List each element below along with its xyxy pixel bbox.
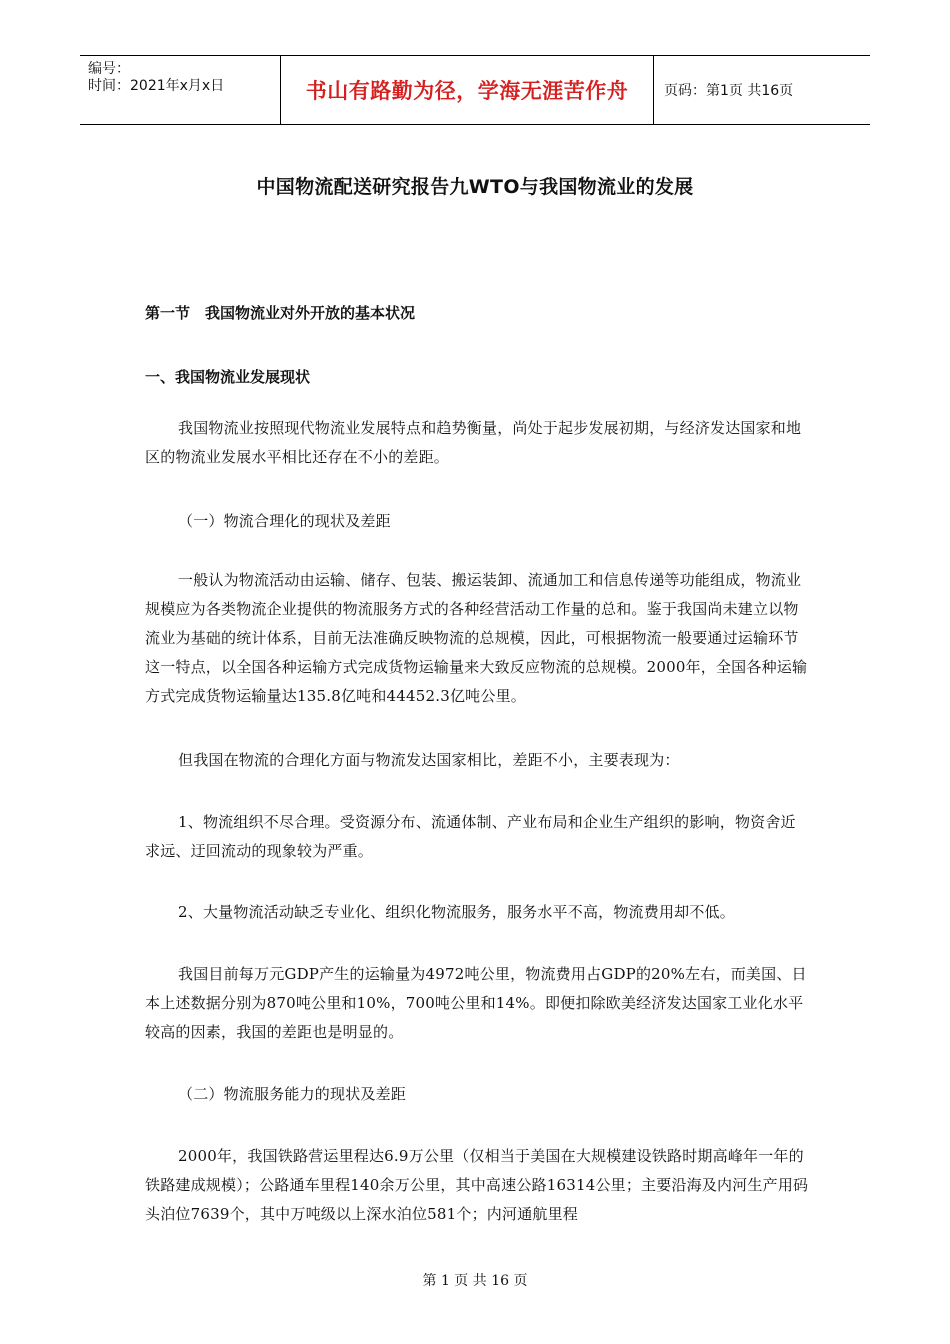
paragraph-gdp-comparison: 我国目前每万元GDP产生的运输量为4972吨公里，物流费用占GDP的20%左右，而美国、日本上述数据分别为870吨公里和10%，700吨公里和14%。即便扣除欧美经济发达国家工业化水平较高的因素，我国的差距也是明显的。	[145, 965, 807, 1041]
page-footer: 第 1 页 共 16 页	[422, 1273, 528, 1289]
paragraph-infrastructure: 2000年，我国铁路营运里程达6.9万公里（仅相当于美国在大规模建设铁路时期高峰年一年的铁路建成规模）；公路通车里程140余万公里，其中高速公路16314公里；主要沿海及内河生产用码头泊位7639个，其中万吨级以上深水泊位581个；内河通航里程	[145, 1147, 809, 1223]
document-title: 中国物流配送研究报告九WTO与我国物流业的发展	[256, 176, 694, 198]
serial-number-label: 编号：	[88, 61, 130, 77]
paragraph-intro: 我国物流业按照现代物流业发展特点和趋势衡量，尚处于起步发展初期，与经济发达国家和地区的物流业发展水平相比还存在不小的差距。	[145, 419, 802, 466]
header-meta-cell	[80, 56, 281, 124]
subsection-heading: 一、我国物流业发展现状	[145, 368, 311, 386]
header-table	[80, 55, 870, 125]
section-heading: 第一节 我国物流业对外开放的基本状况	[145, 304, 416, 322]
paragraph-point-2: 2、大量物流活动缺乏专业化、组织化物流服务，服务水平不高，物流费用却不低。	[178, 903, 735, 921]
heading-service-capacity: （二）物流服务能力的现状及差距	[178, 1085, 407, 1103]
motto-text: 书山有路勤为径，学海无涯苦作舟	[305, 79, 629, 103]
paragraph-logistics-scale: 一般认为物流活动由运输、储存、包装、搬运装卸、流通加工和信息传递等功能组成，物流业规模应为各类物流企业提供的物流服务方式的各种经营活动工作量的总和。鉴于我国尚未建立以物流业为基础的统计体系，目前无法准确反映物流的总规模，因此，可根据物流一般要通过运输环节这一特点，以全国各种运输方式完成货物运输量来大致反应物流的总规模。2000年，全国各种运输方式完成货物运输量达135.8亿吨和44452.3亿吨公里。	[145, 571, 808, 705]
header-page-cell	[654, 56, 870, 124]
date-label: 时间：2021年x月x日	[88, 78, 225, 94]
page-info: 页码：第1页 共16页	[664, 83, 794, 99]
paragraph-gap-intro: 但我国在物流的合理化方面与物流发达国家相比，差距不小，主要表现为：	[178, 751, 680, 769]
heading-logistics-rationalization: （一）物流合理化的现状及差距	[178, 512, 391, 530]
header-motto-cell	[281, 56, 654, 124]
paragraph-point-1: 1、物流组织不尽合理。受资源分布、流通体制、产业布局和企业生产组织的影响，物资舍近求远、迂回流动的现象较为严重。	[145, 813, 796, 860]
